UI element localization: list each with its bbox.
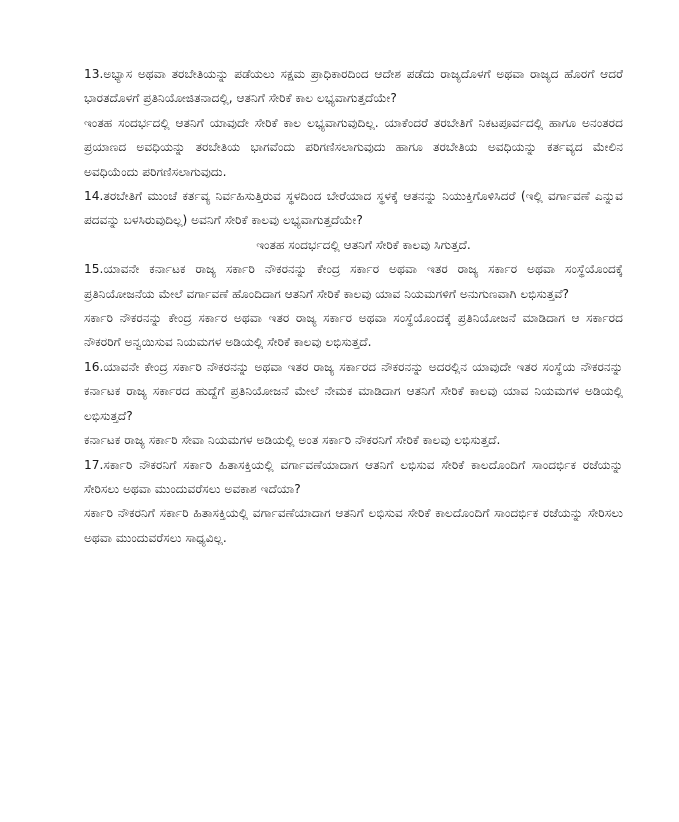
answer-17: ಸರ್ಕಾರಿ ನೌಕರನಿಗೆ ಸರ್ಕಾರಿ ಹಿತಾಸಕ್ತಿಯಲ್ಲಿ ವರ್ಗಾವಣೆಯಾದಾಗ ಆತನಿಗೆ ಲಭಿಸುವ ಸೇರಿಕೆ ಕಾಲದೊಂದಿಗೆ ಸಾಂದರ್ಭಿಕ ರಜೆಯನ್ನು ಸೇರಿಸಲು ಅಥವಾ ಮುಂದುವರೆಸಲು ಸಾಧ್ಯವಿಲ್ಲ. [84,506,623,545]
answer-15: ಸರ್ಕಾರಿ ನೌಕರನನ್ನು ಕೇಂದ್ರ ಸರ್ಕಾರ ಅಥವಾ ಇತರ ರಾಜ್ಯ ಸರ್ಕಾರ ಅಥವಾ ಸಂಸ್ಥೆಯೊಂದಕ್ಕೆ ಪ್ರತಿನಿಯೋಜನೆ ಮಾಡಿದಾಗ ಆ ಸರ್ಕಾರದ ನೌಕರರಿಗೆ ಅನ್ವಯಿಸುವ ನಿಯಮಗಳ ಅಡಿಯಲ್ಲಿ ಸೇರಿಕೆ ಕಾಲವು ಲಭಿಸುತ್ತದೆ. [84,311,623,350]
question-14: 14.ತರಬೇತಿಗೆ ಮುಂಚೆ ಕರ್ತವ್ಯ ನಿರ್ವಹಿಸುತ್ತಿರುವ ಸ್ಥಳದಿಂದ ಬೇರೆಯಾದ ಸ್ಥಳಕ್ಕೆ ಆತನನ್ನು ನಿಯುಕ್ತಿಗೊಳಿಸಿದರೆ (ಇಲ್ಲಿ ವರ್ಗಾವಣೆ ಎನ್ನುವ ಪದವನ್ನು ಬಳಸಿರುವುದಿಲ್ಲ) ಅವನಿಗೆ ಸೇರಿಕೆ ಕಾಲವು ಲಭ್ಯವಾಗುತ್ತದೆಯೇ? [84,189,623,228]
answer-13: ಇಂತಹ ಸಂದರ್ಭದಲ್ಲಿ ಆತನಿಗೆ ಯಾವುದೇ ಸೇರಿಕೆ ಕಾಲ ಲಭ್ಯವಾಗುವುದಿಲ್ಲ. ಯಾಕೆಂದರೆ ತರಬೇತಿಗೆ ನಿಕಟಪೂರ್ವದಲ್ಲಿ ಹಾಗೂ ಅನಂತರದ ಪ್ರಯಾಣದ ಅವಧಿಯನ್ನು ತರಬೇತಿಯ ಭಾಗವೆಂದು ಪರಿಗಣಿಸಲಾಗುವುದು ಹಾಗೂ ತರಬೇತಿಯ ಅವಧಿಯನ್ನು ಕರ್ತವ್ಯದ ಮೇಲಿನ ಅವಧಿಯೆಂದು ಪರಿಗಣಿಸಲಾಗುವುದು. [84,115,623,179]
question-15: 15.ಯಾವನೇ ಕರ್ನಾಟಕ ರಾಜ್ಯ ಸರ್ಕಾರಿ ನೌಕರನನ್ನು ಕೇಂದ್ರ ಸರ್ಕಾರ ಅಥವಾ ಇತರ ರಾಜ್ಯ ಸರ್ಕಾರ ಅಥವಾ ಸಂಸ್ಥೆಯೊಂದಕ್ಕೆ ಪ್ರತಿನಿಯೋಜನೆಯ ಮೇಲೆ ವರ್ಗಾವಣೆ ಹೊಂದಿದಾಗ ಆತನಿಗೆ ಸೇರಿಕೆ ಕಾಲವು ಯಾವ ನಿಯಮಗಳಿಗೆ ಅನುಗುಣವಾಗಿ ಲಭಿಸುತ್ತವೆ? [84,262,623,301]
answer-14: ಇಂತಹ ಸಂದರ್ಭದಲ್ಲಿ ಆತನಿಗೆ ಸೇರಿಕೆ ಕಾಲವು ಸಿಗುತ್ತದೆ. [256,237,471,252]
question-16: 16.ಯಾವನೇ ಕೇಂದ್ರ ಸರ್ಕಾರಿ ನೌಕರನನ್ನು ಅಥವಾ ಇತರ ರಾಜ್ಯ ಸರ್ಕಾರದ ನೌಕರನನ್ನು ಅದರಲ್ಲಿನ ಯಾವುದೇ ಇತರ ಸಂಸ್ಥೆಯ ನೌಕರನನ್ನು ಕರ್ನಾಟಕ ರಾಜ್ಯ ಸರ್ಕಾರದ ಹುದ್ದೆಗೆ ಪ್ರತಿನಿಯೋಜನೆ ಮೇಲೆ ನೇಮಕ ಮಾಡಿದಾಗ ಆತನಿಗೆ ಸೇರಿಕೆ ಕಾಲವು ಯಾವ ನಿಯಮಗಳ ಅಡಿಯಲ್ಲಿ ಲಭಿಸುತ್ತದೆ? [84,359,623,423]
question-13: 13.ಅಭ್ಯಾಸ ಅಥವಾ ತರಬೇತಿಯನ್ನು ಪಡೆಯಲು ಸಕ್ಷಮ ಪ್ರಾಧಿಕಾರದಿಂದ ಆದೇಶ ಪಡೆದು ರಾಜ್ಯದೊಳಗೆ ಅಥವಾ ರಾಜ್ಯದ ಹೊರಗೆ ಆದರೆ ಭಾರತದೊಳಗೆ ಪ್ರತಿನಿಯೋಜಿತನಾದಲ್ಲಿ, ಆತನಿಗೆ ಸೇರಿಕೆ ಕಾಲ ಲಭ್ಯವಾಗುತ್ತದೆಯೇ? [84,67,623,106]
answer-16: ಕರ್ನಾಟಕ ರಾಜ್ಯ ಸರ್ಕಾರಿ ಸೇವಾ ನಿಯಮಗಳ ಅಡಿಯಲ್ಲಿ ಅಂತ ಸರ್ಕಾರಿ ನೌಕರನಿಗೆ ಸೇರಿಕೆ ಕಾಲವು ಲಭಿಸುತ್ತದೆ. [84,433,501,448]
question-17: 17.ಸರ್ಕಾರಿ ನೌಕರನಿಗೆ ಸರ್ಕಾರಿ ಹಿತಾಸಕ್ತಿಯಲ್ಲಿ ವರ್ಗಾವಣೆಯಾದಾಗ ಆತನಿಗೆ ಲಭಿಸುವ ಸೇರಿಕೆ ಕಾಲದೊಂದಿಗೆ ಸಾಂದರ್ಭಿಕ ರಜೆಯನ್ನು ಸೇರಿಸಲು ಅಥವಾ ಮುಂದುವರೆಸಲು ಅವಕಾಶ ಇದೆಯಾ? [84,457,623,496]
